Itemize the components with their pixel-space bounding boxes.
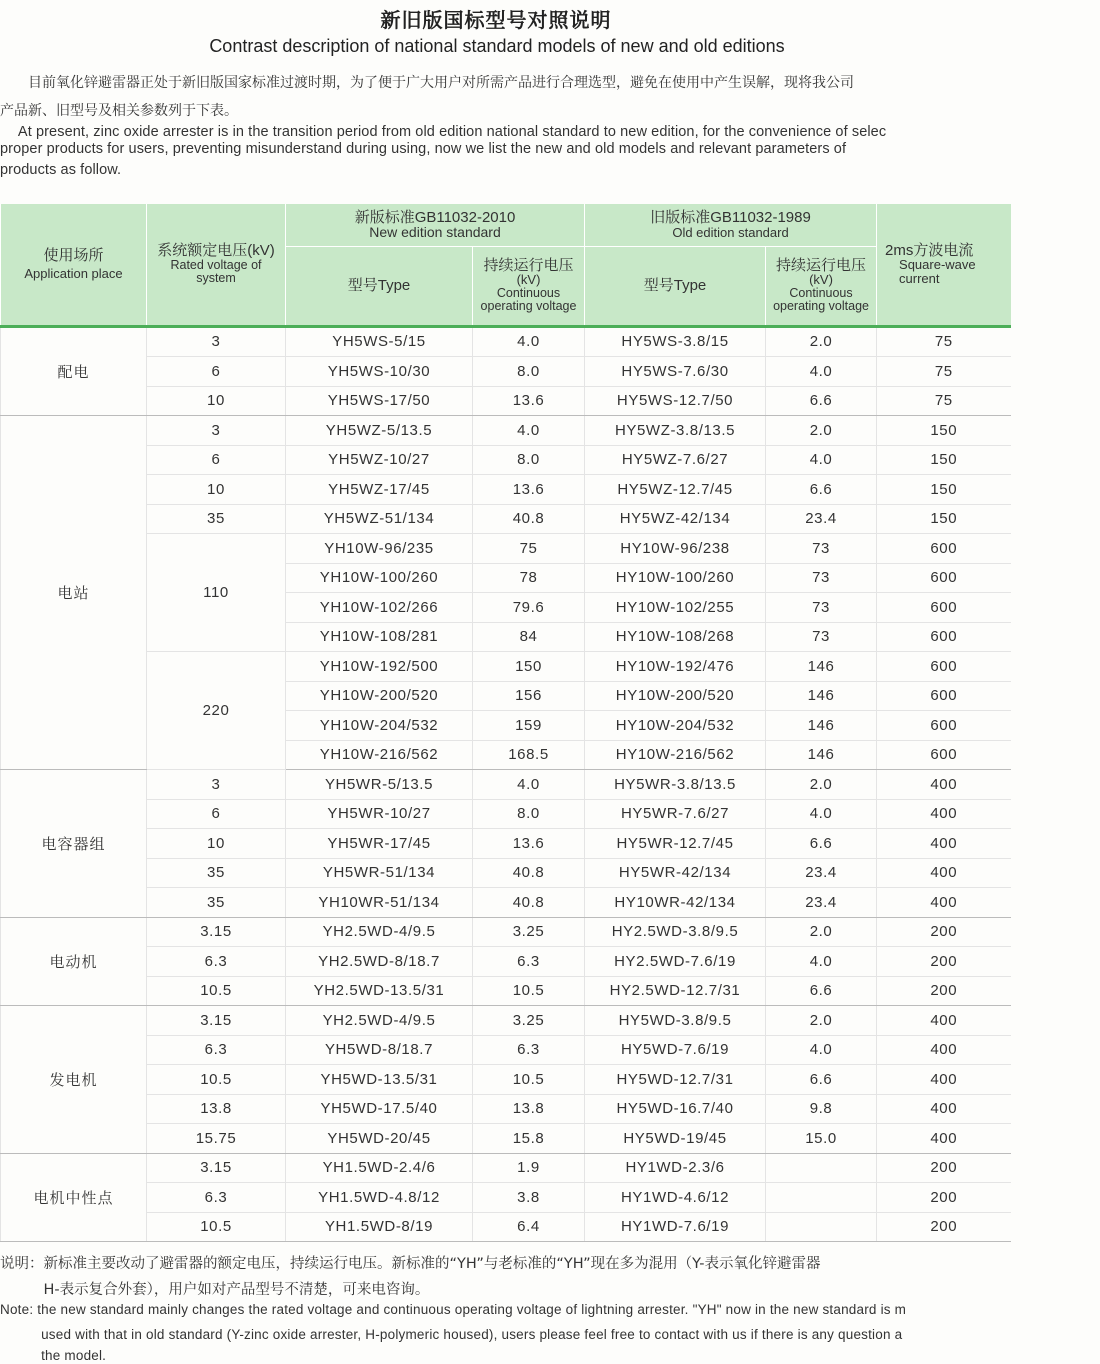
new-type-cell: YH5WS-10/30 [286,357,473,387]
table-row [1,504,1011,534]
old-continuous-voltage-cell: 2.0 [766,326,877,357]
square-wave-current-cell: 400 [877,1094,1011,1124]
old-type-cell: HY1WD-2.3/6 [585,1153,766,1183]
new-type-cell: YH10W-96/235 [286,534,473,564]
new-continuous-voltage-cell: 10.5 [473,1065,585,1095]
new-type-cell: YH2.5WD-4/9.5 [286,1006,473,1036]
page-title: 新旧版国标型号对照说明 [380,8,612,32]
old-type-cell: HY10W-204/532 [585,711,766,741]
square-wave-current-cell: 400 [877,1006,1011,1036]
new-type-cell: YH10W-108/281 [286,622,473,652]
new-continuous-voltage-cell: 6.3 [473,947,585,977]
old-continuous-voltage-cell: 6.6 [766,475,877,505]
table-row [1,534,1011,564]
old-continuous-voltage-cell: 4.0 [766,1035,877,1065]
old-continuous-voltage-cell: 73 [766,622,877,652]
table-row [1,799,1011,829]
new-continuous-voltage-cell: 10.5 [473,976,585,1006]
new-type-cell: YH1.5WD-8/19 [286,1212,473,1242]
intro-en-line-3: products as follow. [0,162,122,178]
new-type-cell: YH2.5WD-8/18.7 [286,947,473,977]
rated-voltage-cell: 10 [147,386,286,416]
table-row [1,652,1011,682]
rated-voltage-cell: 13.8 [147,1094,286,1124]
square-wave-current-cell: 400 [877,770,1011,800]
intro-cn-line-2: 产品新、旧型号及相关参数列于下表。 [0,103,238,119]
old-continuous-voltage-cell: 2.0 [766,1006,877,1036]
old-type-cell: HY5WS-3.8/15 [585,326,766,357]
header-new-continuous-voltage: 持续运行电压 (kV) Continuous operating voltage [473,246,585,326]
new-type-cell: YH5WS-17/50 [286,386,473,416]
new-continuous-voltage-cell: 156 [473,681,585,711]
square-wave-current-cell: 600 [877,740,1011,770]
table-row [1,1006,1011,1036]
square-wave-current-cell: 600 [877,681,1011,711]
square-wave-current-cell: 600 [877,563,1011,593]
square-wave-current-cell: 150 [877,475,1011,505]
square-wave-current-cell: 400 [877,829,1011,859]
old-continuous-voltage-cell [766,1212,877,1242]
rated-voltage-cell: 15.75 [147,1124,286,1154]
table-row [1,917,1011,947]
old-continuous-voltage-cell: 4.0 [766,357,877,387]
rated-voltage-cell: 10.5 [147,1212,286,1242]
old-continuous-voltage-cell: 2.0 [766,917,877,947]
new-type-cell: YH5WR-51/134 [286,858,473,888]
new-continuous-voltage-cell: 13.6 [473,829,585,859]
old-continuous-voltage-cell: 15.0 [766,1124,877,1154]
table-row [1,770,1011,800]
square-wave-current-cell: 600 [877,652,1011,682]
new-type-cell: YH5WZ-17/45 [286,475,473,505]
old-continuous-voltage-cell [766,1153,877,1183]
square-wave-current-cell: 200 [877,976,1011,1006]
new-type-cell: YH10WR-51/134 [286,888,473,918]
header-old-standard: 旧版标准GB11032-1989 Old edition standard [585,204,877,246]
application-place-cell: 电容器组 [1,770,147,918]
new-type-cell: YH1.5WD-4.8/12 [286,1183,473,1213]
old-type-cell: HY10W-102/255 [585,593,766,623]
new-continuous-voltage-cell: 4.0 [473,326,585,357]
old-continuous-voltage-cell: 23.4 [766,888,877,918]
old-continuous-voltage-cell: 23.4 [766,504,877,534]
old-continuous-voltage-cell: 146 [766,711,877,741]
table-row [1,1094,1011,1124]
new-type-cell: YH2.5WD-4/9.5 [286,917,473,947]
rated-voltage-cell: 220 [147,652,286,770]
new-type-cell: YH5WR-5/13.5 [286,770,473,800]
note-en-line-2: used with that in old standard (Y-zinc oxide arrester, H-polymeric housed), users please feel free to contact with us if there is any question a [0,1327,903,1342]
new-continuous-voltage-cell: 15.8 [473,1124,585,1154]
old-type-cell: HY5WS-12.7/50 [585,386,766,416]
old-type-cell: HY5WZ-42/134 [585,504,766,534]
application-place-cell: 配电 [1,326,147,416]
header-rated-voltage: 系统额定电压(kV) Rated voltage of system [147,204,286,326]
new-continuous-voltage-cell: 78 [473,563,585,593]
table-row [1,326,1011,357]
table-body [1,326,1011,1242]
new-continuous-voltage-cell: 40.8 [473,858,585,888]
old-type-cell: HY5WD-12.7/31 [585,1065,766,1095]
table-row [1,386,1011,416]
new-continuous-voltage-cell: 13.8 [473,1094,585,1124]
old-type-cell: HY5WD-7.6/19 [585,1035,766,1065]
new-type-cell: YH10W-192/500 [286,652,473,682]
new-continuous-voltage-cell: 8.0 [473,445,585,475]
header-old-type: 型号Type [585,246,766,326]
old-type-cell: HY5WR-7.6/27 [585,799,766,829]
application-place-cell: 电动机 [1,917,147,1006]
table-row [1,1065,1011,1095]
square-wave-current-cell: 600 [877,711,1011,741]
rated-voltage-cell: 6 [147,799,286,829]
new-type-cell: YH5WZ-5/13.5 [286,416,473,446]
note-en-line-1: Note: the new standard mainly changes the rated voltage and continuous operating voltage of lightning arrester. "YH" now in the new standard is m [0,1302,907,1317]
new-type-cell: YH5WS-5/15 [286,326,473,357]
square-wave-current-cell: 150 [877,504,1011,534]
old-type-cell: HY5WD-16.7/40 [585,1094,766,1124]
square-wave-current-cell: 400 [877,1124,1011,1154]
table-row [1,357,1011,387]
rated-voltage-cell: 6.3 [147,947,286,977]
table-header [1,204,1011,326]
new-continuous-voltage-cell: 4.0 [473,770,585,800]
new-type-cell: YH5WD-8/18.7 [286,1035,473,1065]
new-continuous-voltage-cell: 6.3 [473,1035,585,1065]
new-type-cell: YH10W-200/520 [286,681,473,711]
application-place-cell: 发电机 [1,1006,147,1154]
new-continuous-voltage-cell: 150 [473,652,585,682]
old-type-cell: HY10W-216/562 [585,740,766,770]
old-type-cell: HY5WR-3.8/13.5 [585,770,766,800]
old-type-cell: HY10W-192/476 [585,652,766,682]
new-continuous-voltage-cell: 3.25 [473,917,585,947]
new-type-cell: YH2.5WD-13.5/31 [286,976,473,1006]
rated-voltage-cell: 10 [147,475,286,505]
header-new-type: 型号Type [286,246,473,326]
table-row [1,858,1011,888]
old-type-cell: HY1WD-4.6/12 [585,1183,766,1213]
rated-voltage-cell: 3.15 [147,1006,286,1036]
old-type-cell: HY5WD-3.8/9.5 [585,1006,766,1036]
table-row [1,1035,1011,1065]
old-type-cell: HY10WR-42/134 [585,888,766,918]
old-type-cell: HY10W-200/520 [585,681,766,711]
square-wave-current-cell: 150 [877,416,1011,446]
new-continuous-voltage-cell: 3.8 [473,1183,585,1213]
square-wave-current-cell: 600 [877,593,1011,623]
header-old-continuous-voltage: 持续运行电压 (kV) Continuous operating voltage [766,246,877,326]
new-type-cell: YH5WZ-10/27 [286,445,473,475]
old-type-cell: HY5WZ-3.8/13.5 [585,416,766,446]
table-row [1,1153,1011,1183]
table-row [1,416,1011,446]
application-place-cell: 电机中性点 [1,1153,147,1242]
page-subtitle: Contrast description of national standard models of new and old editions [209,36,785,56]
old-type-cell: HY5WR-12.7/45 [585,829,766,859]
rated-voltage-cell: 3 [147,416,286,446]
new-continuous-voltage-cell: 79.6 [473,593,585,623]
old-type-cell: HY2.5WD-12.7/31 [585,976,766,1006]
square-wave-current-cell: 400 [877,1035,1011,1065]
square-wave-current-cell: 600 [877,534,1011,564]
old-continuous-voltage-cell: 6.6 [766,1065,877,1095]
rated-voltage-cell: 3 [147,770,286,800]
header-application-place: 使用场所 Application place [1,204,147,326]
rated-voltage-cell: 35 [147,888,286,918]
old-continuous-voltage-cell: 2.0 [766,770,877,800]
new-continuous-voltage-cell: 13.6 [473,386,585,416]
note-en-line-3: the model. [0,1348,107,1363]
old-type-cell: HY5WZ-12.7/45 [585,475,766,505]
square-wave-current-cell: 200 [877,1212,1011,1242]
old-continuous-voltage-cell: 6.6 [766,829,877,859]
table-row [1,976,1011,1006]
rated-voltage-cell: 6 [147,445,286,475]
old-continuous-voltage-cell: 2.0 [766,416,877,446]
square-wave-current-cell: 75 [877,357,1011,387]
new-continuous-voltage-cell: 84 [473,622,585,652]
old-continuous-voltage-cell: 73 [766,593,877,623]
new-continuous-voltage-cell: 40.8 [473,504,585,534]
intro-en-line-2: proper products for users, preventing misunderstand during using, now we list the new and old models and relevant parameters of [0,141,847,157]
rated-voltage-cell: 110 [147,534,286,652]
table-row [1,445,1011,475]
rated-voltage-cell: 6.3 [147,1183,286,1213]
rated-voltage-cell: 3 [147,326,286,357]
new-continuous-voltage-cell: 75 [473,534,585,564]
table-row [1,888,1011,918]
table-row [1,947,1011,977]
square-wave-current-cell: 75 [877,326,1011,357]
new-continuous-voltage-cell: 8.0 [473,799,585,829]
old-type-cell: HY5WR-42/134 [585,858,766,888]
square-wave-current-cell: 600 [877,622,1011,652]
square-wave-current-cell: 200 [877,947,1011,977]
new-type-cell: YH10W-100/260 [286,563,473,593]
new-continuous-voltage-cell: 3.25 [473,1006,585,1036]
old-type-cell: HY1WD-7.6/19 [585,1212,766,1242]
old-type-cell: HY5WD-19/45 [585,1124,766,1154]
table-row [1,1124,1011,1154]
square-wave-current-cell: 200 [877,1153,1011,1183]
rated-voltage-cell: 3.15 [147,917,286,947]
old-continuous-voltage-cell: 73 [766,563,877,593]
application-place-cell: 电站 [1,416,147,770]
old-continuous-voltage-cell: 146 [766,652,877,682]
square-wave-current-cell: 75 [877,386,1011,416]
rated-voltage-cell: 6 [147,357,286,387]
old-type-cell: HY5WS-7.6/30 [585,357,766,387]
rated-voltage-cell: 35 [147,504,286,534]
old-continuous-voltage-cell: 23.4 [766,858,877,888]
header-square-wave-current: 2ms方波电流 Square-wave current [877,204,1011,326]
square-wave-current-cell: 400 [877,1065,1011,1095]
old-type-cell: HY10W-96/238 [585,534,766,564]
intro-cn-line-1: 目前氧化锌避雷器正处于新旧版国家标准过渡时期，为了便于广大用户对所需产品进行合理选型，避免在使用中产生误解，现将我公司 [0,75,854,91]
rated-voltage-cell: 6.3 [147,1035,286,1065]
new-continuous-voltage-cell: 8.0 [473,357,585,387]
old-continuous-voltage-cell: 6.6 [766,976,877,1006]
old-continuous-voltage-cell: 4.0 [766,799,877,829]
new-type-cell: YH10W-102/266 [286,593,473,623]
new-type-cell: YH5WD-20/45 [286,1124,473,1154]
rated-voltage-cell: 3.15 [147,1153,286,1183]
note-cn-line-1: 说明：新标准主要改动了避雷器的额定电压，持续运行电压。新标准的“YH”与老标准的“YH”现在多为混用（Y-表示氧化锌避雷器 [0,1256,821,1272]
square-wave-current-cell: 200 [877,1183,1011,1213]
old-type-cell: HY2.5WD-7.6/19 [585,947,766,977]
new-continuous-voltage-cell: 13.6 [473,475,585,505]
new-continuous-voltage-cell: 4.0 [473,416,585,446]
rated-voltage-cell: 10.5 [147,976,286,1006]
new-type-cell: YH5WD-17.5/40 [286,1094,473,1124]
new-type-cell: YH5WD-13.5/31 [286,1065,473,1095]
old-type-cell: HY10W-108/268 [585,622,766,652]
header-new-standard: 新版标准GB11032-2010 New edition standard [286,204,585,246]
new-type-cell: YH10W-204/532 [286,711,473,741]
new-type-cell: YH5WZ-51/134 [286,504,473,534]
old-type-cell: HY2.5WD-3.8/9.5 [585,917,766,947]
old-continuous-voltage-cell [766,1183,877,1213]
model-comparison-table [0,204,1011,1242]
rated-voltage-cell: 35 [147,858,286,888]
old-continuous-voltage-cell: 9.8 [766,1094,877,1124]
square-wave-current-cell: 400 [877,858,1011,888]
rated-voltage-cell: 10 [147,829,286,859]
table-row [1,1212,1011,1242]
new-continuous-voltage-cell: 159 [473,711,585,741]
new-type-cell: YH1.5WD-2.4/6 [286,1153,473,1183]
intro-en-line-1: At present, zinc oxide arrester is in the transition period from old edition national standard to new edition, for the convenience of selec [0,124,887,140]
square-wave-current-cell: 400 [877,888,1011,918]
note-cn-line-2: H-表示复合外套），用户如对产品型号不清楚，可来电咨询。 [0,1282,430,1298]
square-wave-current-cell: 400 [877,799,1011,829]
new-continuous-voltage-cell: 40.8 [473,888,585,918]
new-type-cell: YH5WR-10/27 [286,799,473,829]
table-row [1,475,1011,505]
table-row [1,1183,1011,1213]
new-continuous-voltage-cell: 1.9 [473,1153,585,1183]
old-type-cell: HY10W-100/260 [585,563,766,593]
old-continuous-voltage-cell: 4.0 [766,947,877,977]
old-continuous-voltage-cell: 146 [766,740,877,770]
new-continuous-voltage-cell: 6.4 [473,1212,585,1242]
square-wave-current-cell: 150 [877,445,1011,475]
old-continuous-voltage-cell: 73 [766,534,877,564]
new-type-cell: YH10W-216/562 [286,740,473,770]
table-row [1,829,1011,859]
old-continuous-voltage-cell: 4.0 [766,445,877,475]
old-type-cell: HY5WZ-7.6/27 [585,445,766,475]
square-wave-current-cell: 200 [877,917,1011,947]
new-type-cell: YH5WR-17/45 [286,829,473,859]
rated-voltage-cell: 10.5 [147,1065,286,1095]
old-continuous-voltage-cell: 6.6 [766,386,877,416]
old-continuous-voltage-cell: 146 [766,681,877,711]
new-continuous-voltage-cell: 168.5 [473,740,585,770]
